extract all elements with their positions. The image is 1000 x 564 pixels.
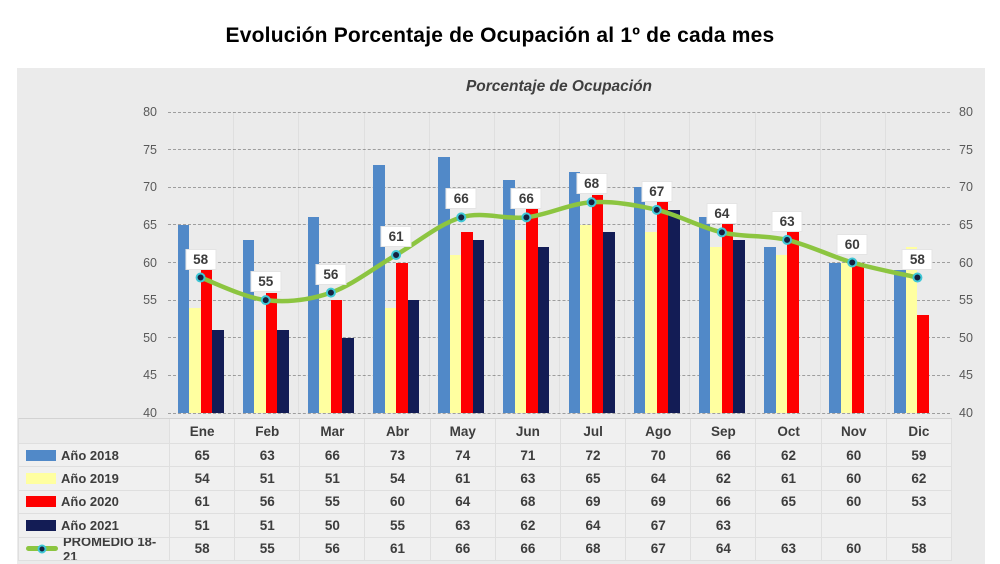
table-cell-año-2020-ago: 69: [626, 491, 691, 514]
line-marker-ago: [653, 206, 661, 214]
legend-label: Año 2018: [61, 447, 119, 463]
y-tick-right-40: 40: [959, 406, 973, 420]
line-value-label-nov: 60: [837, 234, 868, 255]
table-cell-año-2019-abr: 54: [365, 467, 430, 490]
table-cell-año-2018-mar: 66: [300, 444, 365, 467]
y-tick-left-75: 75: [143, 142, 157, 157]
data-table: [18, 418, 952, 561]
table-cell-año-2020-dic: 53: [887, 491, 952, 514]
table-cell-año-2018-jun: 71: [496, 444, 561, 467]
table-cell-promedio-18-21-dic: 58: [887, 538, 952, 561]
table-cell-año-2021-feb: 51: [235, 514, 300, 537]
legend-item-promedio-18-21: [19, 538, 170, 561]
table-cell-año-2021-abr: 55: [365, 514, 430, 537]
table-cell-año-2019-sep: 62: [691, 467, 756, 490]
table-cell-promedio-18-21-ago: 67: [626, 538, 691, 561]
table-cell-promedio-18-21-oct: 63: [756, 538, 821, 561]
table-cell-promedio-18-21-sep: 64: [691, 538, 756, 561]
y-tick-right-60: 60: [959, 255, 973, 270]
table-cell-año-2019-jul: 65: [561, 467, 626, 490]
line-value-label-jul: 68: [576, 173, 607, 194]
line-value-label-sep: 64: [706, 203, 737, 224]
promedio-line: [201, 202, 918, 301]
table-cell-año-2018-may: 74: [431, 444, 496, 467]
line-marker-ene: [197, 274, 205, 282]
table-cell-año-2019-feb: 51: [235, 467, 300, 490]
line-value-label-dic: 58: [902, 249, 933, 270]
legend-label: Año 2020: [61, 494, 119, 510]
legend-marker-icon: [38, 544, 47, 553]
table-cell-año-2018-ene: 65: [170, 444, 235, 467]
table-header-cell-abr: Abr: [365, 419, 430, 444]
y-tick-right-65: 65: [959, 217, 973, 232]
table-cell-año-2018-nov: 60: [822, 444, 887, 467]
table-cell-año-2020-oct: 65: [756, 491, 821, 514]
table-cell-año-2018-jul: 72: [561, 444, 626, 467]
line-marker-dic: [913, 274, 921, 282]
line-value-label-ene: 58: [185, 249, 216, 270]
legend-line-swatch-promedio-18-21: [26, 546, 58, 551]
table-cell-año-2018-sep: 66: [691, 444, 756, 467]
legend-item-año-2020: [19, 491, 170, 514]
y-tick-left-45: 45: [143, 368, 157, 383]
table-cell-año-2021-oct: [756, 514, 821, 537]
table-cell-año-2021-jul: 64: [561, 514, 626, 537]
legend-swatch-año-2018: [26, 450, 56, 461]
table-cell-promedio-18-21-feb: 55: [235, 538, 300, 561]
table-cell-año-2020-abr: 60: [365, 491, 430, 514]
table-cell-promedio-18-21-jun: 66: [496, 538, 561, 561]
table-cell-año-2018-feb: 63: [235, 444, 300, 467]
legend-label: Año 2019: [61, 471, 119, 487]
line-marker-feb: [262, 296, 270, 304]
table-cell-año-2021-may: 63: [431, 514, 496, 537]
legend-label: Año 2021: [61, 517, 119, 533]
y-tick-left-70: 70: [143, 180, 157, 195]
table-cell-año-2019-nov: 60: [822, 467, 887, 490]
line-marker-abr: [392, 251, 400, 259]
legend-item-año-2021: [19, 514, 170, 537]
line-value-label-ago: 67: [641, 181, 672, 202]
table-cell-año-2021-nov: [822, 514, 887, 537]
table-cell-año-2019-may: 61: [431, 467, 496, 490]
table-header-cell-ago: Ago: [626, 419, 691, 444]
table-cell-año-2018-oct: 62: [756, 444, 821, 467]
chart-title: Porcentaje de Ocupación: [465, 78, 653, 95]
table-cell-promedio-18-21-nov: 60: [822, 538, 887, 561]
plot-area: [168, 112, 950, 413]
line-value-label-jun: 66: [511, 188, 542, 209]
table-cell-año-2020-nov: 60: [822, 491, 887, 514]
line-marker-oct: [783, 236, 791, 244]
y-tick-right-55: 55: [959, 293, 973, 308]
line-marker-jun: [522, 213, 530, 221]
line-value-label-abr: 61: [381, 226, 412, 247]
table-header-cell-may: May: [431, 419, 496, 444]
legend-label: PROMEDIO 18-21: [63, 537, 157, 561]
table-cell-promedio-18-21-may: 66: [431, 538, 496, 561]
y-tick-right-75: 75: [959, 142, 973, 157]
table-cell-año-2020-may: 64: [431, 491, 496, 514]
table-cell-año-2021-sep: 63: [691, 514, 756, 537]
table-cell-promedio-18-21-ene: 58: [170, 538, 235, 561]
table-cell-año-2019-ene: 54: [170, 467, 235, 490]
table-header-cell-mar: Mar: [300, 419, 365, 444]
table-cell-año-2020-mar: 55: [300, 491, 365, 514]
table-cell-año-2019-ago: 64: [626, 467, 691, 490]
table-cell-año-2019-jun: 63: [496, 467, 561, 490]
table-cell-promedio-18-21-abr: 61: [365, 538, 430, 561]
line-marker-may: [457, 213, 465, 221]
y-tick-left-50: 50: [143, 330, 157, 345]
table-header-cell-jun: Jun: [496, 419, 561, 444]
line-value-label-mar: 56: [315, 264, 346, 285]
table-header-cell-oct: Oct: [756, 419, 821, 444]
table-cell-promedio-18-21-jul: 68: [561, 538, 626, 561]
y-tick-left-40: 40: [143, 406, 157, 420]
table-cell-año-2020-jul: 69: [561, 491, 626, 514]
legend-swatch-año-2020: [26, 496, 56, 507]
y-tick-left-65: 65: [143, 217, 157, 232]
line-value-label-may: 66: [446, 188, 477, 209]
table-header-cell-dic: Dic: [887, 419, 952, 444]
line-marker-jul: [588, 198, 596, 206]
table-cell-año-2021-ago: 67: [626, 514, 691, 537]
table-header-cell-sep: Sep: [691, 419, 756, 444]
table-cell-año-2021-mar: 50: [300, 514, 365, 537]
chart-panel: [17, 68, 985, 564]
table-corner-cell: [19, 419, 170, 444]
y-tick-left-55: 55: [143, 293, 157, 308]
table-cell-año-2018-ago: 70: [626, 444, 691, 467]
table-cell-año-2021-dic: [887, 514, 952, 537]
y-tick-left-80: 80: [143, 105, 157, 119]
table-header-cell-feb: Feb: [235, 419, 300, 444]
line-marker-mar: [327, 289, 335, 297]
y-tick-right-80: 80: [959, 105, 973, 119]
y-tick-left-60: 60: [143, 255, 157, 270]
table-cell-año-2019-oct: 61: [756, 467, 821, 490]
y-tick-right-50: 50: [959, 330, 973, 345]
table-cell-año-2020-ene: 61: [170, 491, 235, 514]
table-cell-año-2020-sep: 66: [691, 491, 756, 514]
line-value-label-feb: 55: [250, 271, 281, 292]
average-line-svg: [168, 112, 950, 413]
table-cell-año-2019-mar: 51: [300, 467, 365, 490]
table-cell-año-2021-ene: 51: [170, 514, 235, 537]
table-cell-año-2020-feb: 56: [235, 491, 300, 514]
table-header-cell-jul: Jul: [561, 419, 626, 444]
table-header-cell-ene: Ene: [170, 419, 235, 444]
y-tick-right-70: 70: [959, 180, 973, 195]
table-cell-año-2020-jun: 68: [496, 491, 561, 514]
y-tick-right-45: 45: [959, 368, 973, 383]
line-marker-nov: [848, 259, 856, 267]
table-header-cell-nov: Nov: [822, 419, 887, 444]
table-cell-año-2018-dic: 59: [887, 444, 952, 467]
table-cell-año-2019-dic: 62: [887, 467, 952, 490]
legend-swatch-año-2021: [26, 520, 56, 531]
table-cell-año-2018-abr: 73: [365, 444, 430, 467]
legend-item-año-2018: [19, 444, 170, 467]
table-cell-promedio-18-21-mar: 56: [300, 538, 365, 561]
page-title: Evolución Porcentaje de Ocupación al 1º de cada mes: [225, 24, 775, 47]
table-cell-año-2021-jun: 62: [496, 514, 561, 537]
legend-item-año-2019: [19, 467, 170, 490]
legend-swatch-año-2019: [26, 473, 56, 484]
line-marker-sep: [718, 228, 726, 236]
line-value-label-oct: 63: [772, 211, 803, 232]
